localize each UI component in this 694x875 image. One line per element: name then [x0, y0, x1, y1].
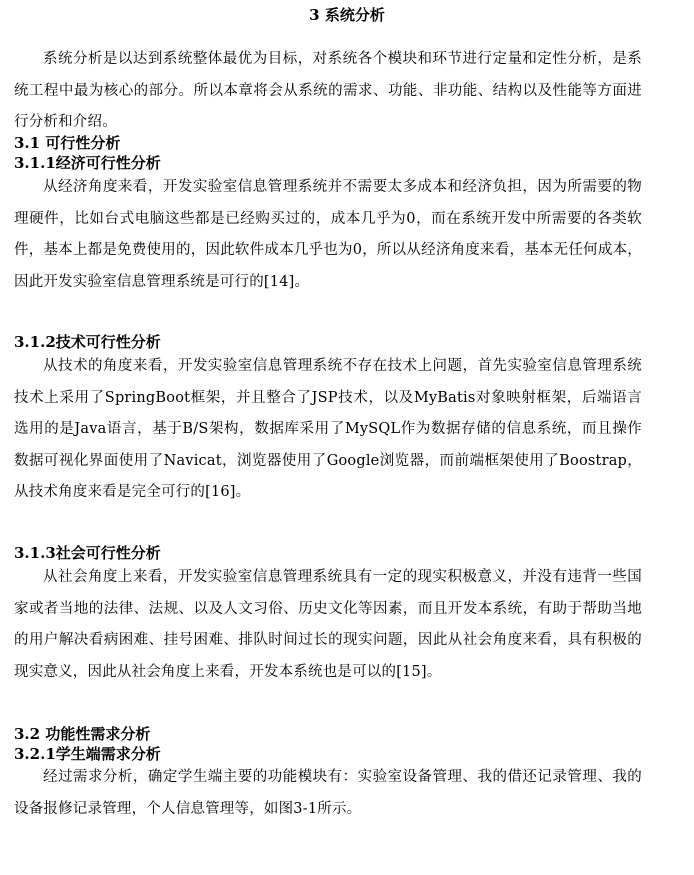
- technical-section: [14, 351, 642, 509]
- student-paragraph: 经过需求分析，确定学生端主要的功能模块有：实验室设备管理、我的借还记录管理、我的设备报修记录管理，个人信息管理等，如图3-1所示。: [14, 769, 642, 817]
- technical-paragraph: 从技术的角度来看，开发实验室信息管理系统不存在技术上问题，首先实验室信息管理系统技术上采用了SpringBoot框架，并且整合了JSP技术，以及MyBatis对象映射框架，后端语言选用的是Java语言，基于B/S架构，数据库采用了MySQL作为数据存储的信息系统，而且操作数据可视化界面使用了Navicat，浏览器使用了Google浏览器，而前端框架使用了Boostrap，从技术角度来看是完全可行的[16]。: [14, 358, 642, 500]
- chapter-intro: [14, 44, 642, 139]
- social-paragraph: 从社会角度上来看，开发实验室信息管理系统具有一定的现实积极意义，并没有违背一些国家或者当地的法律、法规、以及人文习俗、历史文化等因素，而且开发本系统，有助于帮助当地的用户解决看病困难、挂号困难、排队时间过长的现实问题，因此从社会角度来看，具有积极的现实意义，因此从社会角度上来看，开发本系统也是可以的[15]。: [14, 569, 642, 680]
- section-heading-functional: 3.2 功能性需求分析: [14, 725, 151, 743]
- student-section: [14, 762, 642, 825]
- intro-paragraph: 系统分析是以达到系统整体最优为目标，对系统各个模块和环节进行定量和定性分析，是系统工程中最为核心的部分。所以本章将会从系统的需求、功能、非功能、结构以及性能等方面进行分析和介绍。: [14, 51, 642, 130]
- subsection-heading-social: 3.1.3社会可行性分析: [14, 544, 161, 562]
- chapter-title: 3 系统分析: [309, 6, 385, 24]
- economic-section: [14, 172, 642, 298]
- subsection-heading-economic: 3.1.1经济可行性分析: [14, 154, 161, 172]
- subsection-heading-technical: 3.1.2技术可行性分析: [14, 333, 161, 351]
- subsection-heading-student: 3.2.1学生端需求分析: [14, 745, 161, 763]
- social-section: [14, 562, 642, 688]
- section-heading-feasibility: 3.1 可行性分析: [14, 134, 121, 152]
- economic-paragraph: 从经济角度来看，开发实验室信息管理系统并不需要太多成本和经济负担，因为所需要的物理硬件，比如台式电脑这些都是已经购买过的，成本几乎为0，而在系统开发中所需要的各类软件，基本上都是免费使用的，因此软件成本几乎也为0，所以从经济角度来看，基本无任何成本，因此开发实验室信息管理系统是可行的[14]。: [14, 179, 642, 290]
